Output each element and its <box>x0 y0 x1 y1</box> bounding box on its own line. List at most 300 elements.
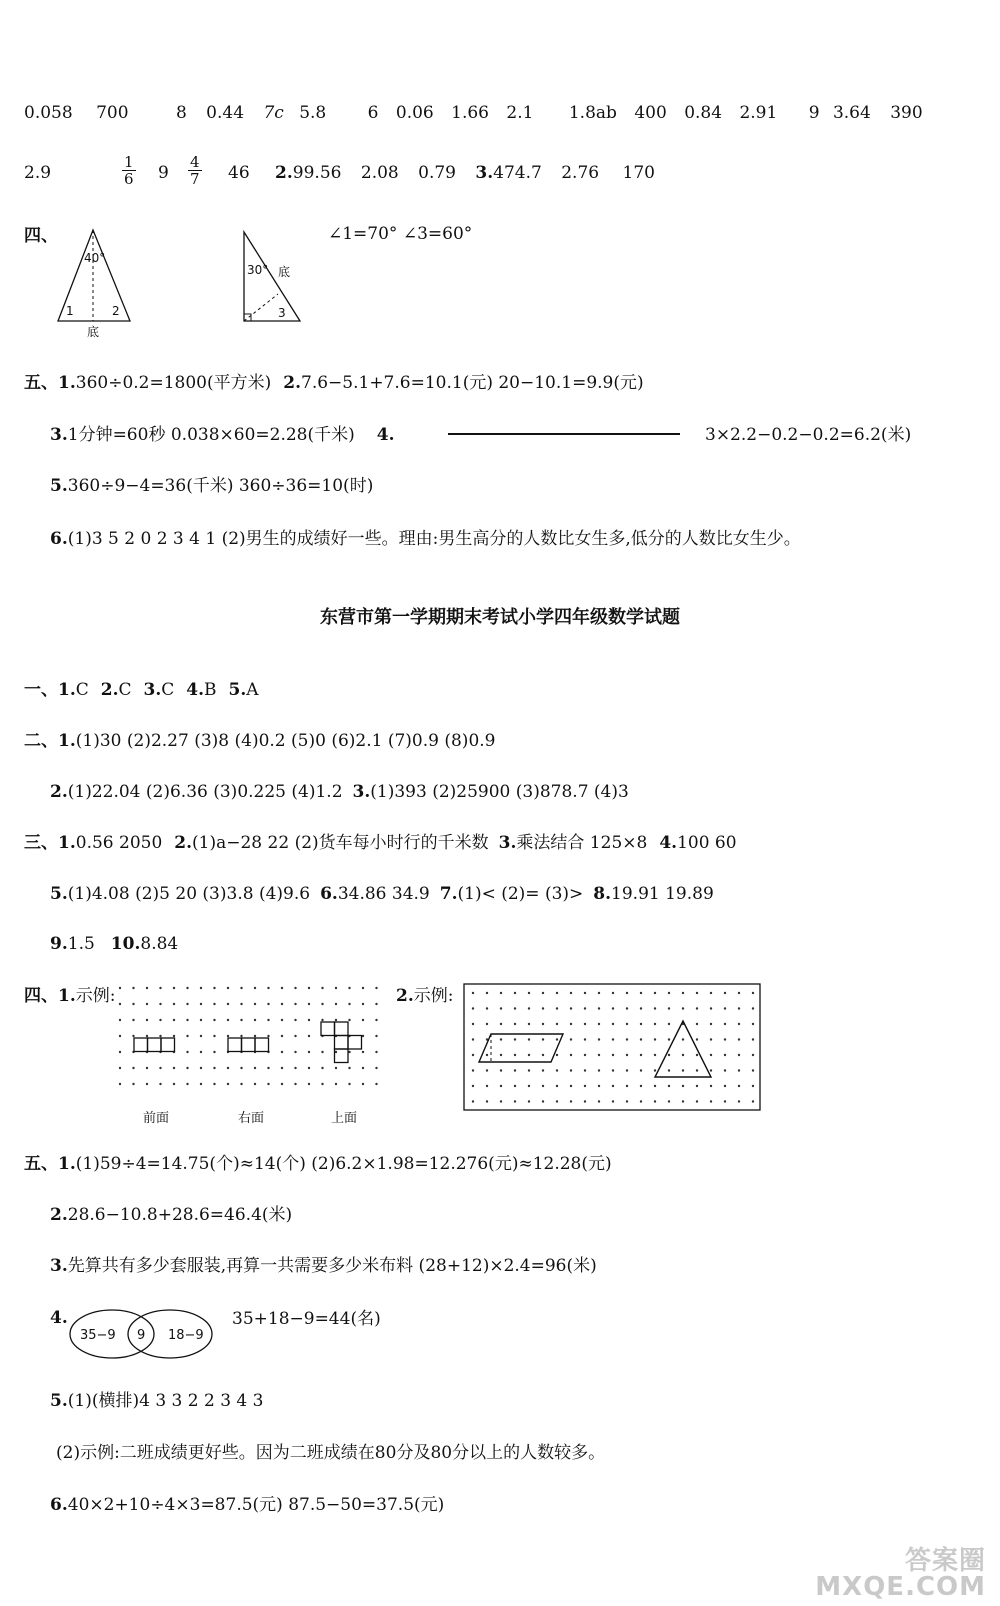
grid-dot <box>159 1067 161 1069</box>
grid-dot <box>584 1054 586 1056</box>
grid-dot <box>710 1023 712 1025</box>
view-label-right: 右面 <box>238 1111 265 1126</box>
answer-text: 35+18−9=44(名) <box>232 1309 381 1329</box>
value: 0.44 <box>206 103 245 123</box>
grid-dot <box>598 992 600 994</box>
answer-text: 1.5 <box>67 934 95 954</box>
grid-dot <box>119 1019 121 1021</box>
grid-dot <box>267 1019 269 1021</box>
grid-dot <box>570 1007 572 1009</box>
grid-dot <box>682 1007 684 1009</box>
value: 6 <box>367 103 379 123</box>
grid-dot <box>528 1007 530 1009</box>
grid-dot <box>612 1023 614 1025</box>
grid-dot <box>375 1083 377 1085</box>
question-number: 2. <box>50 1205 68 1225</box>
grid-dot <box>308 1035 310 1037</box>
grid-dot <box>267 1035 269 1037</box>
question-number: 1. <box>58 731 76 751</box>
grid-dot <box>598 1007 600 1009</box>
grid-dot <box>514 1023 516 1025</box>
question-number: 2. <box>100 680 119 700</box>
grid-dot <box>682 1100 684 1102</box>
grid-dot <box>696 1054 698 1056</box>
view-square <box>228 1038 242 1052</box>
grid-dot <box>500 1100 502 1102</box>
answer-text: 1分钟=60秒 0.038×60=2.28(千米) <box>67 425 355 445</box>
grid-dot <box>556 1069 558 1071</box>
grid-dot <box>570 1100 572 1102</box>
grid-dot <box>472 1007 474 1009</box>
angle-label: 30° <box>247 263 269 277</box>
grid-dot <box>514 1038 516 1040</box>
grid-dot <box>696 1023 698 1025</box>
grid-dot <box>640 992 642 994</box>
venn-left-label: 35−9 <box>80 1328 116 1343</box>
grid-dot <box>598 1100 600 1102</box>
section-label: 一、 <box>24 680 58 700</box>
grid-dot <box>612 1054 614 1056</box>
venn-middle-label: 9 <box>137 1328 146 1343</box>
answer-text: 0.56 2050 <box>75 833 163 853</box>
grid-dot <box>486 992 488 994</box>
answer-line <box>396 986 453 1006</box>
grid-dot <box>626 1100 628 1102</box>
grid-dot <box>240 1003 242 1005</box>
grid-dot <box>668 1085 670 1087</box>
grid-dot <box>668 992 670 994</box>
grid-dot <box>724 1023 726 1025</box>
value: 2.76 <box>561 163 600 183</box>
answer-line <box>24 680 259 700</box>
view-square <box>242 1038 256 1052</box>
value: 9 <box>808 103 820 123</box>
grid-dot <box>281 1051 283 1053</box>
grid-dot <box>668 1023 670 1025</box>
grid-frame <box>464 984 760 1110</box>
grid-dot <box>668 1069 670 1071</box>
grid-dot <box>738 1023 740 1025</box>
grid-dot <box>500 1085 502 1087</box>
grid-dot <box>200 1019 202 1021</box>
grid-dot <box>486 1054 488 1056</box>
grid-dot <box>186 1035 188 1037</box>
view-square <box>134 1038 148 1052</box>
grid-dot <box>472 992 474 994</box>
view-square <box>148 1038 162 1052</box>
grid-dot <box>186 987 188 989</box>
grid-dot <box>132 987 134 989</box>
view-label-front: 前面 <box>143 1111 170 1126</box>
question-number: 1. <box>58 1154 76 1174</box>
grid-dot <box>186 1083 188 1085</box>
question-number: 6. <box>50 529 68 549</box>
fraction-numerator: 4 <box>190 153 200 171</box>
grid-dot <box>159 1035 161 1037</box>
grid-dot <box>682 1054 684 1056</box>
answer-text: 3×2.2−0.2−0.2=6.2(米) <box>705 425 912 445</box>
grid-dot <box>335 1051 337 1053</box>
grid-dot <box>696 992 698 994</box>
grid-dot <box>738 1085 740 1087</box>
grid-dot <box>308 1051 310 1053</box>
grid-dot <box>584 1007 586 1009</box>
grid-dot <box>556 1085 558 1087</box>
answer-text: (1)a−28 22 (2)货车每小时行的千米数 <box>192 833 489 853</box>
answer-line <box>50 934 178 954</box>
answer-text: 示例: <box>75 986 116 1006</box>
grid-dot <box>173 1003 175 1005</box>
grid-dot <box>640 1100 642 1102</box>
grid-dot <box>119 1035 121 1037</box>
grid-dot <box>146 1019 148 1021</box>
grid-dot <box>308 1083 310 1085</box>
grid-dot <box>542 992 544 994</box>
view-label-top: 上面 <box>331 1111 358 1126</box>
watermark-line-2: MXQE.COM <box>815 1572 986 1602</box>
grid-dot <box>132 1003 134 1005</box>
grid-dot <box>654 1007 656 1009</box>
answer-line <box>24 1154 612 1174</box>
grid-dot <box>281 1083 283 1085</box>
grid-dot <box>321 987 323 989</box>
grid-dot <box>542 1100 544 1102</box>
grid-dot <box>119 1067 121 1069</box>
answer-line <box>50 1205 292 1225</box>
grid-dot <box>500 1007 502 1009</box>
answer-text: 360÷9−4=36(千米) 360÷36=10(时) <box>67 476 374 496</box>
answer-text: C <box>75 680 89 700</box>
answer-text: (1)< (2)= (3)> <box>457 884 584 904</box>
grid-dot <box>640 1038 642 1040</box>
answer-text: 8.84 <box>140 934 179 954</box>
grid-dot <box>472 1085 474 1087</box>
answer-line <box>24 833 737 853</box>
grid-dot <box>227 1067 229 1069</box>
grid-dot <box>696 1100 698 1102</box>
angle-label: 40° <box>84 251 106 265</box>
question-number: 5. <box>228 680 247 700</box>
grid-dot <box>542 1069 544 1071</box>
grid-dot <box>612 1100 614 1102</box>
grid-dot <box>710 1085 712 1087</box>
grid-dot <box>542 1007 544 1009</box>
grid-dot <box>612 1085 614 1087</box>
section-label: 二、 <box>24 731 58 751</box>
grid-dot <box>752 1100 754 1102</box>
grid-dot <box>267 1083 269 1085</box>
grid-dot <box>173 987 175 989</box>
watermark-logo <box>815 1548 986 1600</box>
grid-dot <box>159 1003 161 1005</box>
grid-dot <box>514 1085 516 1087</box>
grid-dot <box>119 1003 121 1005</box>
grid-dot <box>335 1083 337 1085</box>
grid-dot <box>514 1054 516 1056</box>
grid-dot <box>612 1007 614 1009</box>
grid-dot <box>570 1038 572 1040</box>
view-square <box>348 1036 362 1050</box>
grid-dot <box>752 1069 754 1071</box>
grid-dot <box>486 1069 488 1071</box>
grid-dot <box>321 1083 323 1085</box>
grid-dot <box>254 1019 256 1021</box>
question-number: 2. <box>275 163 293 183</box>
grid-dot <box>584 1100 586 1102</box>
grid-dot <box>267 1067 269 1069</box>
grid-dot <box>570 1023 572 1025</box>
grid-dot <box>348 987 350 989</box>
value: 390 <box>890 103 923 123</box>
answer-line <box>50 1495 444 1515</box>
grid-dot <box>724 1038 726 1040</box>
grid-dot <box>119 987 121 989</box>
grid-dot <box>738 1054 740 1056</box>
grid-dot <box>682 1085 684 1087</box>
grid-dot <box>486 1100 488 1102</box>
grid-dot <box>132 1083 134 1085</box>
grid-dot <box>696 1038 698 1040</box>
grid-dot <box>626 1007 628 1009</box>
grid-dot <box>186 1019 188 1021</box>
grid-dot <box>200 1067 202 1069</box>
grid-dot <box>668 1054 670 1056</box>
view-square <box>255 1038 269 1052</box>
grid-dot <box>240 1067 242 1069</box>
grid-dot <box>626 1038 628 1040</box>
grid-dot <box>710 1054 712 1056</box>
question-number: 2. <box>174 833 193 853</box>
answer-text: C <box>161 680 175 700</box>
view-square <box>161 1038 175 1052</box>
answer-text: (1)4.08 (2)5 20 (3)3.8 (4)9.6 <box>67 884 311 904</box>
grid-dot <box>500 1054 502 1056</box>
grid-dot <box>528 1085 530 1087</box>
triangle-shape <box>655 1021 711 1077</box>
grid-dot <box>173 1019 175 1021</box>
grid-dot <box>640 1085 642 1087</box>
grid-dot <box>724 1100 726 1102</box>
grid-dot <box>542 1085 544 1087</box>
value: 700 <box>96 103 129 123</box>
value: 170 <box>622 163 655 183</box>
question-number: 8. <box>593 884 612 904</box>
value: 0.06 <box>395 103 434 123</box>
value: 2.08 <box>360 163 399 183</box>
grid-dot <box>200 1051 202 1053</box>
grid-dot <box>472 1100 474 1102</box>
grid-dot <box>640 1007 642 1009</box>
answer-line <box>50 782 629 802</box>
grid-dot <box>514 1069 516 1071</box>
answer-text: 19.91 19.89 <box>611 884 714 904</box>
answer-text: (1)59÷4=14.75(个)≈14(个) (2)6.2×1.98=12.276(元)≈12.28(元) <box>75 1154 612 1174</box>
fraction-numerator: 1 <box>124 153 134 171</box>
grid-dot <box>294 987 296 989</box>
grid-dot <box>240 1035 242 1037</box>
grid-dot <box>348 1051 350 1053</box>
watermark-line-1: 答案圈 <box>904 1546 986 1576</box>
question-number: 6. <box>320 884 338 904</box>
answer-text: (1)393 (2)25900 (3)878.7 (4)3 <box>370 782 629 802</box>
grid-dot <box>348 1067 350 1069</box>
value: 1.8ab <box>568 103 617 123</box>
question-number: 3. <box>50 1256 68 1276</box>
grid-dot <box>227 1019 229 1021</box>
grid-dot <box>710 992 712 994</box>
section-label: 五、 <box>24 1154 58 1174</box>
grid-dot <box>598 1054 600 1056</box>
grid-dot <box>213 1051 215 1053</box>
grid-dot <box>362 1083 364 1085</box>
answer-text: (1)(横排)4 3 3 2 2 3 4 3 <box>67 1391 264 1411</box>
grid-dot <box>626 1085 628 1087</box>
grid-dot <box>486 1023 488 1025</box>
grid-dot <box>528 1023 530 1025</box>
grid-dot <box>668 1007 670 1009</box>
answer-text: (1)30 (2)2.27 (3)8 (4)0.2 (5)0 (6)2.1 (7)0.9 (8)0.9 <box>75 731 496 751</box>
grid-dot <box>281 1067 283 1069</box>
grid-dot <box>612 1069 614 1071</box>
value: 0.84 <box>684 103 723 123</box>
grid-dot <box>362 1035 364 1037</box>
answer-text: 100 60 <box>677 833 737 853</box>
grid-dot <box>200 1083 202 1085</box>
grid-dot <box>486 1085 488 1087</box>
answer-text: A <box>246 680 259 700</box>
grid-dot <box>375 1035 377 1037</box>
section-label: 五、1. <box>24 373 76 393</box>
question-number: 1. <box>58 833 76 853</box>
grid-dot <box>335 1019 337 1021</box>
grid-dot <box>240 1083 242 1085</box>
grid-dot <box>348 1003 350 1005</box>
grid-dot <box>375 1003 377 1005</box>
parallelogram-shape <box>479 1034 563 1062</box>
grid-dot <box>710 1038 712 1040</box>
question-number: 9. <box>50 934 68 954</box>
answer-text: (2)示例:二班成绩更好些。因为二班成绩在80分及80分以上的人数较多。 <box>56 1443 606 1463</box>
value: 400 <box>634 103 667 123</box>
grid-dot <box>321 1003 323 1005</box>
grid-dot <box>724 1069 726 1071</box>
grid-dot <box>267 987 269 989</box>
grid-dot <box>570 1054 572 1056</box>
grid-dot <box>598 1069 600 1071</box>
grid-dot <box>146 1067 148 1069</box>
question-number: 5. <box>50 884 68 904</box>
grid-dot <box>752 1085 754 1087</box>
venn-diagram <box>68 1306 218 1366</box>
grid-dot <box>682 1069 684 1071</box>
dot-grid-shapes <box>463 983 763 1113</box>
grid-dot <box>752 1007 754 1009</box>
grid-dot <box>500 1038 502 1040</box>
angle-label: 2 <box>112 304 120 318</box>
answer-text: 示例: <box>413 986 454 1006</box>
grid-dot <box>738 1100 740 1102</box>
grid-dot <box>570 1069 572 1071</box>
question-number: 4. <box>376 425 395 445</box>
section-label: 四、 <box>24 986 58 1006</box>
grid-dot <box>173 1067 175 1069</box>
grid-dot <box>294 1067 296 1069</box>
grid-dot <box>227 1003 229 1005</box>
value: 2.9 <box>24 163 52 183</box>
grid-dot <box>348 1083 350 1085</box>
grid-dot <box>612 1038 614 1040</box>
grid-dot <box>738 1007 740 1009</box>
grid-dot <box>240 987 242 989</box>
grid-dot <box>186 1003 188 1005</box>
triangle-figure-2 <box>242 230 322 330</box>
dot-grid-views <box>116 984 386 1104</box>
answer-line <box>50 476 373 496</box>
grid-dot <box>598 1038 600 1040</box>
view-square <box>335 1036 349 1050</box>
grid-dot <box>486 1007 488 1009</box>
value: 1.66 <box>451 103 489 123</box>
grid-dot <box>626 1069 628 1071</box>
grid-dot <box>186 1051 188 1053</box>
question-number: 5. <box>50 476 68 496</box>
grid-dot <box>375 1051 377 1053</box>
grid-dot <box>146 1083 148 1085</box>
grid-dot <box>254 1035 256 1037</box>
grid-dot <box>281 1003 283 1005</box>
grid-dot <box>472 1054 474 1056</box>
grid-dot <box>724 992 726 994</box>
grid-dot <box>528 1100 530 1102</box>
grid-dot <box>514 1100 516 1102</box>
value: 2.91 <box>739 103 778 123</box>
answer-text: 40×2+10÷4×3=87.5(元) 87.5−50=37.5(元) <box>67 1495 445 1515</box>
grid-dot <box>308 1067 310 1069</box>
grid-dot <box>472 1038 474 1040</box>
grid-dot <box>254 1067 256 1069</box>
answer-row-1 <box>24 103 923 123</box>
grid-dot <box>640 1023 642 1025</box>
grid-dot <box>626 1023 628 1025</box>
grid-dot <box>584 1069 586 1071</box>
value: 9 <box>158 163 169 183</box>
value: 99.56 <box>292 163 342 183</box>
grid-dot <box>514 992 516 994</box>
value: 474.7 <box>493 163 542 183</box>
grid-dot <box>375 1019 377 1021</box>
grid-dot <box>294 1035 296 1037</box>
grid-dot <box>710 1100 712 1102</box>
answer-line <box>50 1256 597 1276</box>
grid-dot <box>173 1035 175 1037</box>
line-segment-drawing <box>448 432 688 438</box>
question-number: 1. <box>58 680 76 700</box>
grid-dot <box>654 1038 656 1040</box>
grid-dot <box>556 1038 558 1040</box>
section-label: 四、 <box>24 226 58 246</box>
grid-dot <box>240 1019 242 1021</box>
grid-dot <box>213 987 215 989</box>
question-number: 4. <box>659 833 678 853</box>
fraction-denominator: 7 <box>190 170 200 188</box>
angle-label: 1 <box>66 304 74 318</box>
grid-dot <box>696 1085 698 1087</box>
grid-dot <box>294 1003 296 1005</box>
grid-dot <box>724 1085 726 1087</box>
answer-text: 7.6−5.1+7.6=10.1(元) 20−10.1=9.9(元) <box>301 373 644 393</box>
fraction-denominator: 6 <box>124 170 134 188</box>
grid-dot <box>668 1100 670 1102</box>
